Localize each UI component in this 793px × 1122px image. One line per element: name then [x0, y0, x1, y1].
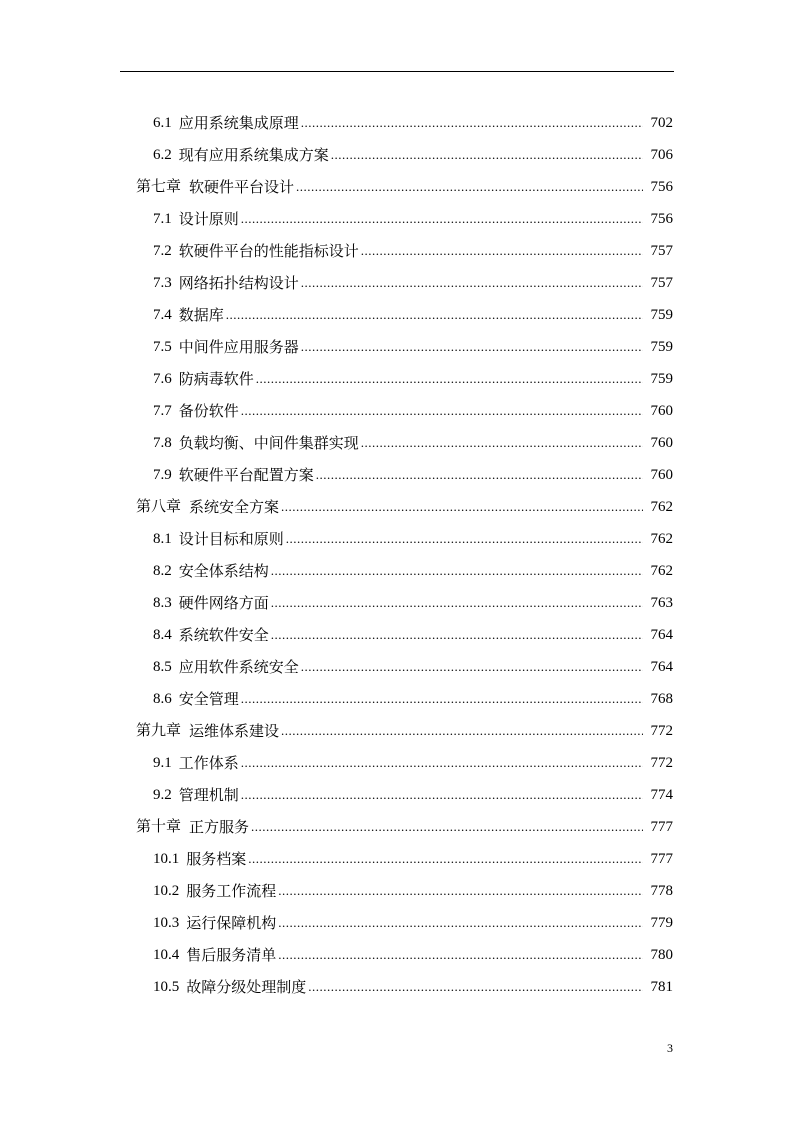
dot-leader	[251, 817, 643, 837]
toc-chapter-entry[interactable]	[0, 485, 793, 517]
toc-entry-page: 760	[650, 435, 673, 451]
toc-entry-title: 防病毒软件	[178, 370, 254, 388]
toc-section-entry[interactable]	[0, 293, 793, 325]
dot-leader	[301, 337, 643, 357]
toc-section-entry[interactable]	[0, 581, 793, 613]
toc-section-entry[interactable]	[0, 517, 793, 549]
toc-entry-page: 772	[650, 723, 673, 739]
toc-entry-page: 772	[650, 755, 673, 771]
toc-entry-page: 764	[650, 627, 673, 643]
toc-entry-page: 763	[650, 595, 673, 611]
toc-entry-page: 706	[650, 147, 673, 163]
toc-section-entry[interactable]	[0, 549, 793, 581]
toc-section-entry[interactable]	[0, 133, 793, 165]
toc-entry-title: 软硬件平台的性能指标设计	[178, 242, 359, 260]
toc-entry-page: 764	[650, 659, 673, 675]
dot-leader	[301, 657, 643, 677]
toc-section-entry[interactable]	[0, 869, 793, 901]
toc-chapter-entry[interactable]	[0, 709, 793, 741]
toc-section-entry[interactable]	[0, 325, 793, 357]
toc-entry-number: 6.1	[153, 115, 172, 131]
toc-entry-number: 7.2	[153, 243, 172, 259]
toc-entry-number: 10.2	[153, 883, 180, 899]
toc-entry-page: 759	[650, 371, 673, 387]
toc-entry-title: 安全管理	[178, 690, 239, 708]
toc-entry-number: 10.1	[153, 851, 180, 867]
toc-entry-page: 756	[650, 211, 673, 227]
dot-leader	[226, 305, 643, 325]
dot-leader	[301, 273, 643, 293]
toc-entry-page: 762	[650, 531, 673, 547]
toc-entry-title: 运行保障机构	[186, 914, 277, 932]
dot-leader	[278, 913, 643, 933]
toc-section-entry[interactable]	[0, 645, 793, 677]
toc-section-entry[interactable]	[0, 933, 793, 965]
toc-section-entry[interactable]	[0, 197, 793, 229]
toc-entry-title: 应用软件系统安全	[178, 658, 299, 676]
toc-entry-number: 第七章	[136, 179, 182, 195]
dot-leader	[271, 625, 643, 645]
dot-leader	[361, 241, 643, 261]
toc-entry-title: 运维体系建设	[189, 722, 280, 740]
dot-leader	[278, 881, 643, 901]
dot-leader	[241, 753, 643, 773]
toc-entry-title: 软硬件平台设计	[189, 178, 295, 196]
toc-entry-page: 702	[650, 115, 673, 131]
dot-leader	[241, 689, 643, 709]
toc-section-entry[interactable]	[0, 357, 793, 389]
toc-entry-number: 10.3	[153, 915, 180, 931]
toc-entry-page: 760	[650, 467, 673, 483]
toc-section-entry[interactable]	[0, 901, 793, 933]
dot-leader	[331, 145, 643, 165]
dot-leader	[256, 369, 643, 389]
toc-entry-title: 负载均衡、中间件集群实现	[178, 434, 359, 452]
toc-section-entry[interactable]	[0, 229, 793, 261]
toc-entry-title: 系统软件安全	[178, 626, 269, 644]
toc-section-entry[interactable]	[0, 613, 793, 645]
toc-section-entry[interactable]	[0, 837, 793, 869]
toc-entry-number: 7.8	[153, 435, 172, 451]
table-of-contents	[0, 101, 793, 997]
dot-leader	[248, 849, 643, 869]
toc-entry-page: 757	[650, 275, 673, 291]
toc-entry-number: 8.1	[153, 531, 172, 547]
toc-chapter-entry[interactable]	[0, 805, 793, 837]
dot-leader	[281, 721, 643, 741]
toc-entry-title: 服务工作流程	[186, 882, 277, 900]
toc-entry-number: 6.2	[153, 147, 172, 163]
toc-entry-number: 7.5	[153, 339, 172, 355]
dot-leader	[241, 209, 643, 229]
toc-entry-title: 工作体系	[178, 754, 239, 772]
page-number: 3	[667, 1041, 673, 1055]
toc-entry-page: 759	[650, 307, 673, 323]
toc-entry-number: 第八章	[136, 499, 182, 515]
toc-entry-title: 应用系统集成原理	[178, 114, 299, 132]
dot-leader	[281, 497, 643, 517]
toc-entry-page: 756	[650, 179, 673, 195]
dot-leader	[241, 401, 643, 421]
toc-entry-title: 数据库	[178, 306, 224, 324]
dot-leader	[241, 785, 643, 805]
toc-entry-title: 网络拓扑结构设计	[178, 274, 299, 292]
dot-leader	[286, 529, 643, 549]
dot-leader	[361, 433, 643, 453]
toc-section-entry[interactable]	[0, 965, 793, 997]
toc-entry-number: 第九章	[136, 723, 182, 739]
toc-entry-title: 售后服务清单	[186, 946, 277, 964]
toc-section-entry[interactable]	[0, 389, 793, 421]
toc-entry-title: 管理机制	[178, 786, 239, 804]
toc-entry-number: 8.3	[153, 595, 172, 611]
toc-entry-title: 正方服务	[189, 818, 250, 836]
toc-entry-number: 7.9	[153, 467, 172, 483]
dot-leader	[278, 945, 643, 965]
toc-section-entry[interactable]	[0, 741, 793, 773]
toc-entry-page: 762	[650, 563, 673, 579]
dot-leader	[296, 177, 643, 197]
toc-section-entry[interactable]	[0, 101, 793, 133]
toc-entry-page: 762	[650, 499, 673, 515]
toc-entry-number: 7.7	[153, 403, 172, 419]
toc-entry-page: 781	[650, 979, 673, 995]
toc-entry-title: 软硬件平台配置方案	[178, 466, 314, 484]
toc-entry-page: 777	[650, 819, 673, 835]
toc-chapter-entry[interactable]	[0, 165, 793, 197]
toc-entry-title: 硬件网络方面	[178, 594, 269, 612]
toc-entry-number: 7.6	[153, 371, 172, 387]
toc-section-entry[interactable]	[0, 421, 793, 453]
toc-entry-title: 设计目标和原则	[178, 530, 284, 548]
toc-entry-title: 安全体系结构	[178, 562, 269, 580]
dot-leader	[271, 561, 643, 581]
toc-entry-number: 10.5	[153, 979, 180, 995]
toc-section-entry[interactable]	[0, 677, 793, 709]
toc-entry-number: 7.4	[153, 307, 172, 323]
toc-entry-page: 780	[650, 947, 673, 963]
toc-entry-page: 759	[650, 339, 673, 355]
toc-entry-title: 中间件应用服务器	[178, 338, 299, 356]
toc-entry-number: 8.2	[153, 563, 172, 579]
toc-entry-title: 现有应用系统集成方案	[178, 146, 329, 164]
toc-entry-page: 774	[650, 787, 673, 803]
toc-entry-number: 10.4	[153, 947, 180, 963]
toc-entry-page: 760	[650, 403, 673, 419]
toc-entry-page: 757	[650, 243, 673, 259]
toc-entry-number: 9.1	[153, 755, 172, 771]
toc-entry-number: 8.6	[153, 691, 172, 707]
toc-section-entry[interactable]	[0, 773, 793, 805]
toc-entry-number: 8.4	[153, 627, 172, 643]
toc-entry-number: 7.3	[153, 275, 172, 291]
toc-entry-page: 779	[650, 915, 673, 931]
toc-entry-title: 设计原则	[178, 210, 239, 228]
dot-leader	[308, 977, 643, 997]
toc-entry-title: 服务档案	[186, 850, 247, 868]
toc-entry-number: 9.2	[153, 787, 172, 803]
toc-entry-page: 768	[650, 691, 673, 707]
toc-section-entry[interactable]	[0, 453, 793, 485]
toc-entry-number: 7.1	[153, 211, 172, 227]
toc-entry-title: 故障分级处理制度	[186, 978, 307, 996]
dot-leader	[316, 465, 643, 485]
toc-entry-title: 系统安全方案	[189, 498, 280, 516]
header-rule	[120, 71, 674, 72]
dot-leader	[301, 113, 643, 133]
toc-entry-number: 第十章	[136, 819, 182, 835]
toc-entry-title: 备份软件	[178, 402, 239, 420]
toc-entry-page: 778	[650, 883, 673, 899]
toc-entry-page: 777	[650, 851, 673, 867]
toc-entry-number: 8.5	[153, 659, 172, 675]
toc-section-entry[interactable]	[0, 261, 793, 293]
dot-leader	[271, 593, 643, 613]
